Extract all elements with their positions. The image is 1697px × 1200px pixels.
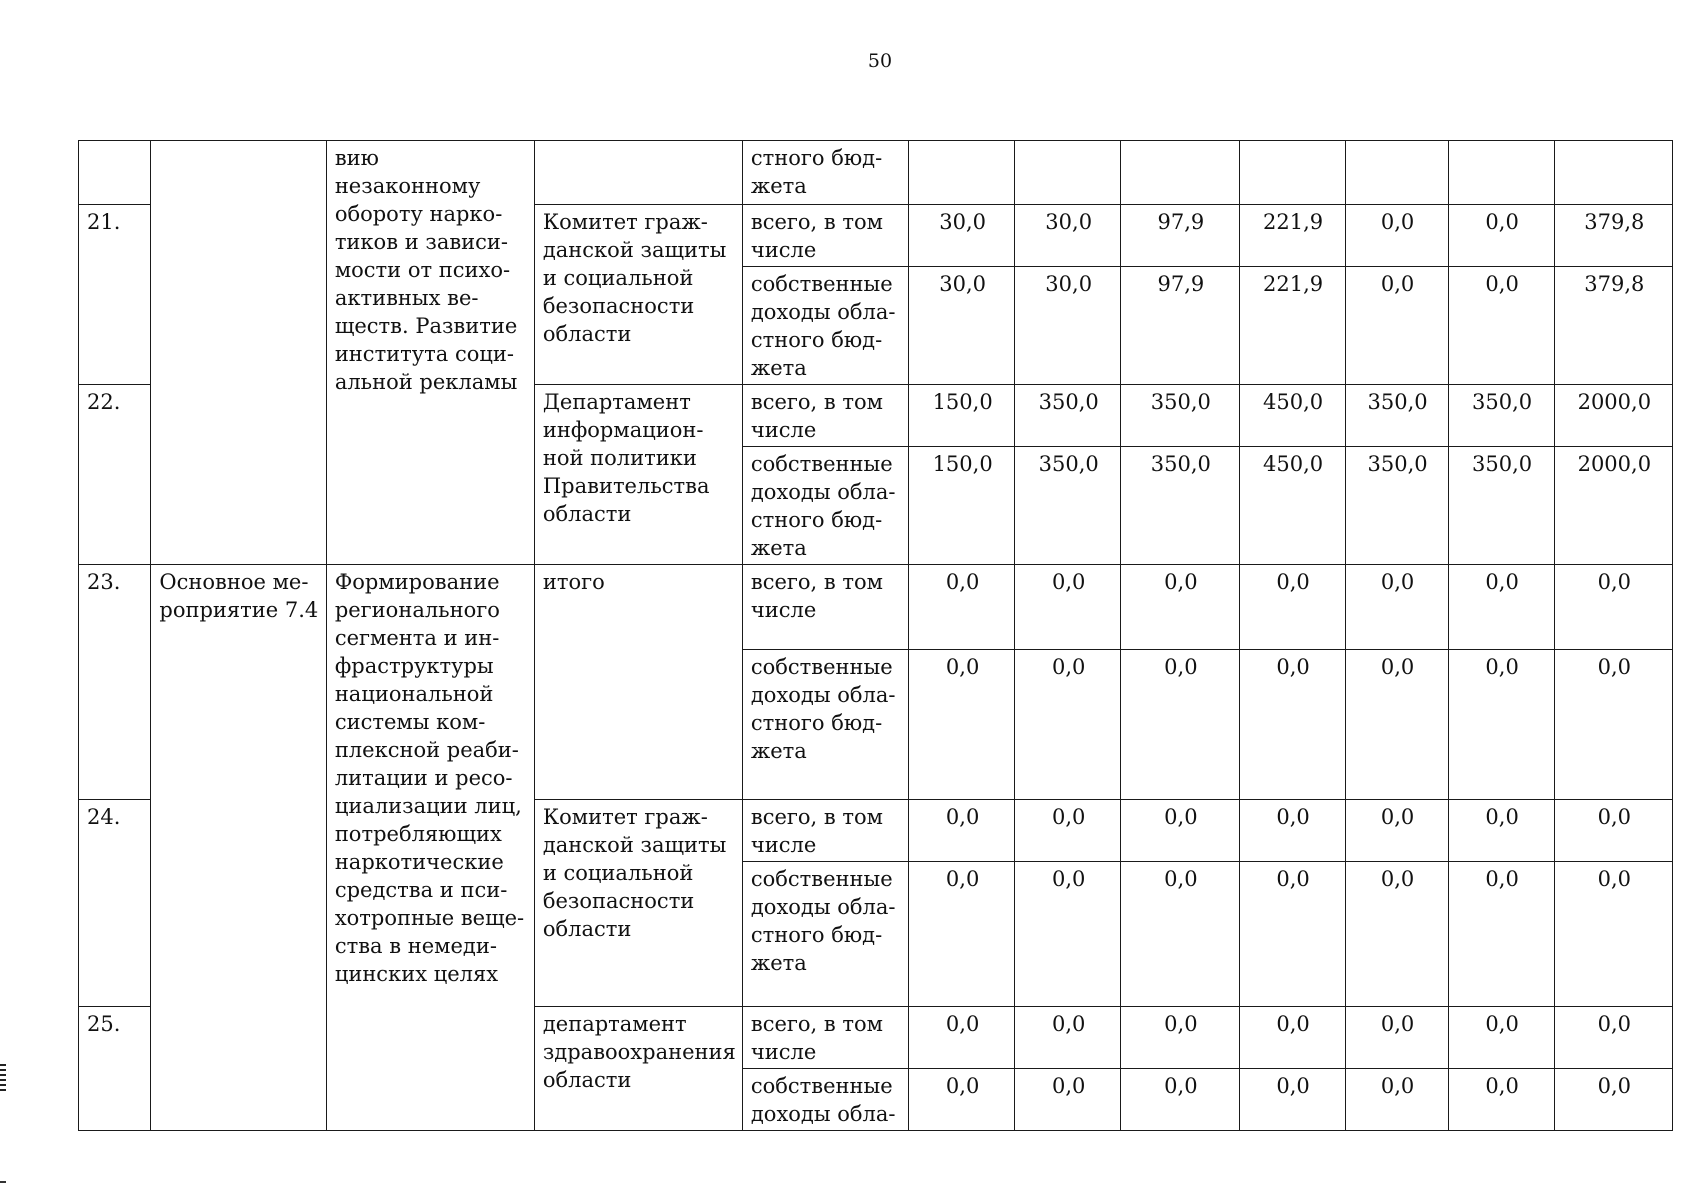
value-cell: 97,9 bbox=[1121, 267, 1239, 385]
executor-cell: департамент здравоохранения области bbox=[534, 1007, 742, 1131]
funding-source-cell: собственные доходы обла-стного бюд-жета bbox=[742, 862, 908, 1007]
value-cell: 350,0 bbox=[1448, 385, 1554, 447]
row-index-cell: 22. bbox=[79, 385, 151, 565]
scan-edge-dash bbox=[0, 1181, 6, 1183]
value-cell: 0,0 bbox=[1121, 1007, 1239, 1069]
executor-cell bbox=[534, 141, 742, 205]
value-cell bbox=[1345, 141, 1448, 205]
value-cell: 350,0 bbox=[1015, 447, 1121, 565]
value-cell: 0,0 bbox=[1554, 565, 1672, 650]
measure-cell: вию незаконному обороту нарко-тиков и зависи-мости от психо-активных ве-ществ. Развитие института соци-альной рекламы bbox=[326, 141, 534, 565]
value-cell: 0,0 bbox=[1554, 1007, 1672, 1069]
page-number: 50 bbox=[867, 50, 893, 72]
value-cell: 0,0 bbox=[1448, 800, 1554, 862]
value-cell: 350,0 bbox=[1015, 385, 1121, 447]
value-cell: 97,9 bbox=[1121, 205, 1239, 267]
value-cell: 0,0 bbox=[1554, 1069, 1672, 1131]
value-cell: 2000,0 bbox=[1554, 385, 1672, 447]
row-index-cell: 24. bbox=[79, 800, 151, 1007]
value-cell: 0,0 bbox=[1121, 565, 1239, 650]
value-cell: 379,8 bbox=[1554, 267, 1672, 385]
value-cell: 0,0 bbox=[1015, 800, 1121, 862]
value-cell: 30,0 bbox=[909, 267, 1015, 385]
value-cell: 0,0 bbox=[1121, 650, 1239, 800]
value-cell: 0,0 bbox=[1121, 800, 1239, 862]
value-cell: 30,0 bbox=[1015, 205, 1121, 267]
value-cell: 450,0 bbox=[1239, 447, 1345, 565]
executor-cell: Комитет граж-данской защиты и социальной безопасности области bbox=[534, 800, 742, 1007]
funding-source-cell: всего, в том числе bbox=[742, 565, 908, 650]
measure-cell: Формирование регионального сегмента и ин-фраструктуры национальной системы ком-плексной реаби-литации и ресо-циализации лиц, потребляющих наркотические средства и пси-хотропные веще-ства в немеди-цинских целях bbox=[326, 565, 534, 1131]
value-cell: 350,0 bbox=[1121, 447, 1239, 565]
value-cell: 0,0 bbox=[909, 1069, 1015, 1131]
value-cell: 30,0 bbox=[1015, 267, 1121, 385]
executor-cell: Департамент информацион-ной политики Правительства области bbox=[534, 385, 742, 565]
funding-source-cell: всего, в том числе bbox=[742, 205, 908, 267]
funding-source-cell: собственные доходы обла- bbox=[742, 1069, 908, 1131]
value-cell: 0,0 bbox=[1015, 1007, 1121, 1069]
value-cell: 0,0 bbox=[909, 862, 1015, 1007]
row-index-cell: 23. bbox=[79, 565, 151, 800]
value-cell: 0,0 bbox=[1448, 565, 1554, 650]
value-cell bbox=[1015, 141, 1121, 205]
value-cell: 0,0 bbox=[1015, 650, 1121, 800]
program-cell bbox=[151, 141, 326, 565]
value-cell: 350,0 bbox=[1345, 447, 1448, 565]
value-cell: 379,8 bbox=[1554, 205, 1672, 267]
row-index-cell: 25. bbox=[79, 1007, 151, 1131]
value-cell: 0,0 bbox=[1554, 650, 1672, 800]
scan-edge-mark bbox=[0, 1064, 6, 1094]
value-cell: 450,0 bbox=[1239, 385, 1345, 447]
value-cell: 0,0 bbox=[1121, 1069, 1239, 1131]
table-row bbox=[79, 565, 1673, 650]
row-index-cell: 21. bbox=[79, 205, 151, 385]
value-cell bbox=[909, 141, 1015, 205]
value-cell: 0,0 bbox=[1345, 205, 1448, 267]
executor-cell: Комитет граж-данской защиты и социальной безопасности области bbox=[534, 205, 742, 385]
value-cell: 0,0 bbox=[1448, 205, 1554, 267]
value-cell bbox=[1121, 141, 1239, 205]
value-cell: 0,0 bbox=[1448, 1007, 1554, 1069]
program-cell: Основное ме-роприятие 7.4 bbox=[151, 565, 326, 1131]
funding-source-cell: стного бюд-жета bbox=[742, 141, 908, 205]
value-cell: 221,9 bbox=[1239, 267, 1345, 385]
funding-source-cell: всего, в том числе bbox=[742, 385, 908, 447]
value-cell: 0,0 bbox=[1448, 1069, 1554, 1131]
value-cell: 0,0 bbox=[1448, 650, 1554, 800]
funding-source-cell: собственные доходы обла-стного бюд-жета bbox=[742, 650, 908, 800]
value-cell: 0,0 bbox=[909, 565, 1015, 650]
value-cell: 0,0 bbox=[1554, 862, 1672, 1007]
value-cell: 0,0 bbox=[909, 800, 1015, 862]
funding-source-cell: всего, в том числе bbox=[742, 800, 908, 862]
value-cell bbox=[1239, 141, 1345, 205]
value-cell: 0,0 bbox=[1239, 1007, 1345, 1069]
value-cell: 0,0 bbox=[1121, 862, 1239, 1007]
value-cell bbox=[1448, 141, 1554, 205]
value-cell: 0,0 bbox=[1015, 565, 1121, 650]
value-cell: 0,0 bbox=[1345, 267, 1448, 385]
value-cell: 0,0 bbox=[1239, 862, 1345, 1007]
value-cell: 0,0 bbox=[1239, 650, 1345, 800]
value-cell: 0,0 bbox=[1239, 800, 1345, 862]
budget-table bbox=[78, 140, 1673, 1131]
executor-cell: итого bbox=[534, 565, 742, 800]
value-cell: 0,0 bbox=[909, 1007, 1015, 1069]
table-row bbox=[79, 141, 1673, 205]
value-cell: 0,0 bbox=[1448, 267, 1554, 385]
funding-source-cell: собственные доходы обла-стного бюд-жета bbox=[742, 447, 908, 565]
value-cell: 350,0 bbox=[1121, 385, 1239, 447]
value-cell: 0,0 bbox=[1345, 862, 1448, 1007]
row-index-cell bbox=[79, 141, 151, 205]
value-cell bbox=[1554, 141, 1672, 205]
value-cell: 221,9 bbox=[1239, 205, 1345, 267]
value-cell: 0,0 bbox=[1345, 1069, 1448, 1131]
value-cell: 0,0 bbox=[1554, 800, 1672, 862]
value-cell: 0,0 bbox=[1015, 1069, 1121, 1131]
value-cell: 2000,0 bbox=[1554, 447, 1672, 565]
value-cell: 0,0 bbox=[909, 650, 1015, 800]
value-cell: 350,0 bbox=[1345, 385, 1448, 447]
value-cell: 0,0 bbox=[1345, 650, 1448, 800]
funding-source-cell: собственные доходы обла-стного бюд-жета bbox=[742, 267, 908, 385]
funding-source-cell: всего, в том числе bbox=[742, 1007, 908, 1069]
value-cell: 0,0 bbox=[1345, 1007, 1448, 1069]
value-cell: 0,0 bbox=[1448, 862, 1554, 1007]
value-cell: 150,0 bbox=[909, 447, 1015, 565]
value-cell: 0,0 bbox=[1345, 800, 1448, 862]
value-cell: 0,0 bbox=[1239, 565, 1345, 650]
value-cell: 30,0 bbox=[909, 205, 1015, 267]
value-cell: 0,0 bbox=[1015, 862, 1121, 1007]
value-cell: 150,0 bbox=[909, 385, 1015, 447]
value-cell: 0,0 bbox=[1345, 565, 1448, 650]
value-cell: 350,0 bbox=[1448, 447, 1554, 565]
value-cell: 0,0 bbox=[1239, 1069, 1345, 1131]
